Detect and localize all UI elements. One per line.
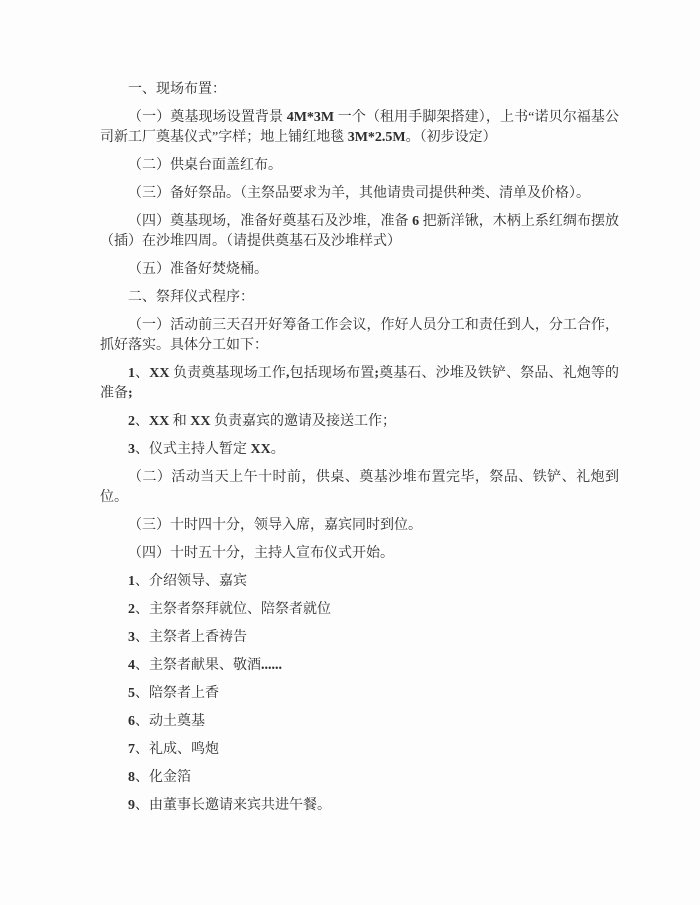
- item-leaders-seated: （三）十时四十分，领导入席，嘉宾同时到位。: [128, 518, 422, 533]
- step-9-lunch-invitation: 9、由董事长邀请来宾共进午餐。: [128, 798, 331, 813]
- step-3-incense-prayer: 3、主祭者上香祷告: [128, 630, 247, 645]
- step-8-burn-gold-foil: 8、化金箔: [128, 770, 191, 785]
- item-table-red-cloth: （二）供桌台面盖红布。: [128, 158, 282, 173]
- item-foundation-stone-shovels: （四）奠基现场，准备好奠基石及沙堆，准备 6 把新洋锹，木柄上系红绸布摆放（插）在沙堆四周。（请提供奠基石及沙堆样式）: [100, 214, 619, 249]
- item-prep-meeting: （一）活动前三天召开好筹备工作会议，作好人员分工和责任到人，分工合作，抓好落实。具体分工如下：: [100, 318, 619, 353]
- subitem-guest-invitation-duty: 2、XX 和 XX 负责嘉宾的邀请及接送工作；: [128, 414, 396, 429]
- step-1-introduce-guests: 1、介绍领导、嘉宾: [128, 574, 247, 589]
- section-heading-ceremony-procedure: 二、祭拜仪式程序：: [128, 290, 254, 305]
- step-5-attendants-incense: 5、陪祭者上香: [128, 686, 219, 701]
- step-4-offer-fruit-wine: 4、主祭者献果、敬酒......: [128, 658, 282, 673]
- item-backdrop-setup: （一）奠基现场设置背景 4M*3M 一个（租用手脚架搭建），上书“诺贝尔福基公司新工厂奠基仪式”字样；地上铺红地毯 3M*2.5M。（初步设定）: [100, 110, 619, 145]
- item-offerings: （三）备好祭品。（主祭品要求为羊，其他请贵司提供种类、清单及价格）。: [128, 186, 590, 201]
- section-heading-site-layout: 一、现场布置：: [128, 82, 226, 97]
- step-2-worshippers-in-place: 2、主祭者祭拜就位、陪祭者就位: [128, 602, 331, 617]
- subitem-ceremony-host: 3、仪式主持人暂定 XX。: [128, 442, 285, 457]
- step-6-groundbreaking: 6、动土奠基: [128, 714, 205, 729]
- item-morning-setup-deadline: （二）活动当天上午十时前，供桌、奠基沙堆布置完毕，祭品、铁铲、礼炮到位。: [100, 470, 619, 505]
- step-7-firecrackers: 7、礼成、鸣炮: [128, 742, 219, 757]
- item-ceremony-start: （四）十时五十分，主持人宣布仪式开始。: [128, 546, 394, 561]
- subitem-site-work-duty: 1、XX 负责奠基现场工作,包括现场布置;奠基石、沙堆及铁铲、祭品、礼炮等的准备;: [100, 366, 619, 401]
- item-burn-barrel: （五）准备好焚烧桶。: [128, 262, 268, 277]
